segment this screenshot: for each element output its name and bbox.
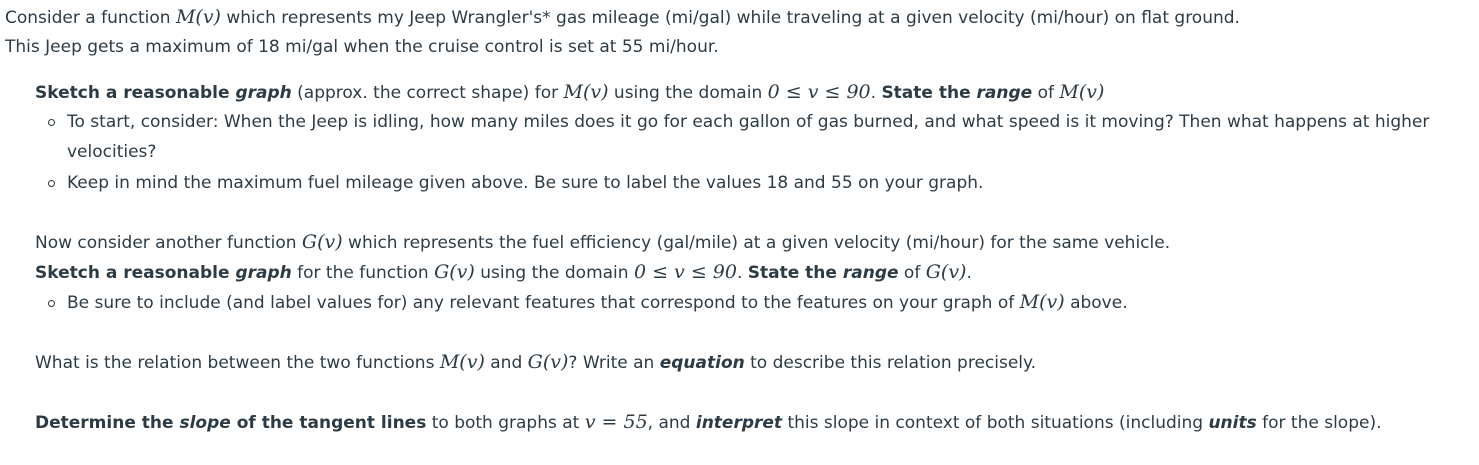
text: Be sure to include (and label values for) any relevant features that correspond to the features on your graph of — [67, 293, 1020, 313]
text: using the domain — [608, 83, 768, 103]
bold-italic-text: graph — [235, 83, 292, 103]
text: for the function — [291, 263, 435, 283]
text: What is the relation between the two functions — [35, 353, 440, 373]
math-G-of-v: G(v) — [527, 351, 569, 373]
text: of — [898, 263, 926, 283]
text: to describe this relation precisely. — [744, 353, 1037, 373]
intro-text-pre: Consider a function — [5, 8, 176, 28]
bold-italic-text: range — [976, 83, 1033, 103]
text: . — [966, 263, 972, 283]
part1-heading — [35, 80, 1104, 105]
text: to both graphs at — [426, 413, 585, 433]
math-domain: 0 ≤ v ≤ 90 — [633, 261, 737, 283]
intro-text-post: which represents my Jeep Wrangler's* gas mileage (mi/gal) while traveling at a given velocity (mi/hour) on flat ground. — [220, 8, 1240, 28]
text: for the slope). — [1256, 413, 1382, 433]
bullet-circle-icon — [48, 180, 55, 187]
math-G-of-v: G(v) — [301, 231, 343, 253]
bold-text: Sketch a reasonable — [35, 263, 236, 283]
part1-bullet-1-line-1: To start, consider: When the Jeep is idling, how many miles does it go for each gallon of gas burned, and what speed is it moving? Then what happens at higher — [67, 112, 1430, 132]
text: (approx. the correct shape) for — [291, 83, 564, 103]
text: ? Write an — [568, 353, 660, 373]
bold-italic-text: graph — [235, 263, 292, 283]
part2-bullet — [67, 290, 1128, 315]
part4-question — [35, 410, 1382, 435]
text: . — [870, 83, 882, 103]
text: and — [484, 353, 528, 373]
bold-italic-text: units — [1208, 413, 1257, 433]
math-domain: 0 ≤ v ≤ 90 — [767, 81, 871, 103]
math-M-of-v: M(v) — [563, 81, 609, 103]
math-M-of-v: M(v) — [439, 351, 485, 373]
part1-bullet-1-line-2: velocities? — [67, 142, 157, 162]
bold-italic-text: equation — [659, 353, 745, 373]
text: Now consider another function — [35, 233, 302, 253]
part3-question — [35, 350, 1036, 375]
bullet-circle-icon — [48, 300, 55, 307]
text: above. — [1064, 293, 1128, 313]
bold-text: Sketch a reasonable — [35, 83, 236, 103]
math-M-of-v: M(v) — [1019, 291, 1065, 313]
text: of — [1032, 83, 1060, 103]
math-G-of-v: G(v) — [925, 261, 967, 283]
bold-italic-text: range — [842, 263, 899, 283]
part1-bullet-2: Keep in mind the maximum fuel mileage given above. Be sure to label the values 18 and 55 on your graph. — [67, 173, 984, 193]
bold-italic-text: slope — [179, 413, 231, 433]
bold-text: State the — [747, 263, 843, 283]
text: which represents the fuel efficiency (gal/mile) at a given velocity (mi/hour) for the same vehicle. — [342, 233, 1171, 253]
intro-line-2: This Jeep gets a maximum of 18 mi/gal when the cruise control is set at 55 mi/hour. — [5, 37, 719, 57]
text: using the domain — [474, 263, 634, 283]
part2-line-2 — [35, 260, 972, 285]
text: . — [736, 263, 748, 283]
bold-text: State the — [881, 83, 977, 103]
math-G-of-v: G(v) — [434, 261, 475, 283]
bold-text: of the tangent lines — [230, 413, 427, 433]
math-v-equals-55: v = 55 — [584, 411, 648, 433]
text: this slope in context of both situations (including — [782, 413, 1209, 433]
bold-italic-text: interpret — [695, 413, 783, 433]
part2-line-1 — [35, 230, 1170, 255]
bold-text: Determine the — [35, 413, 180, 433]
math-M-of-v: M(v) — [175, 6, 221, 28]
math-M-of-v: M(v) — [1059, 81, 1105, 103]
bullet-circle-icon — [48, 119, 55, 126]
text: , and — [647, 413, 696, 433]
intro-line-1 — [5, 5, 1240, 30]
